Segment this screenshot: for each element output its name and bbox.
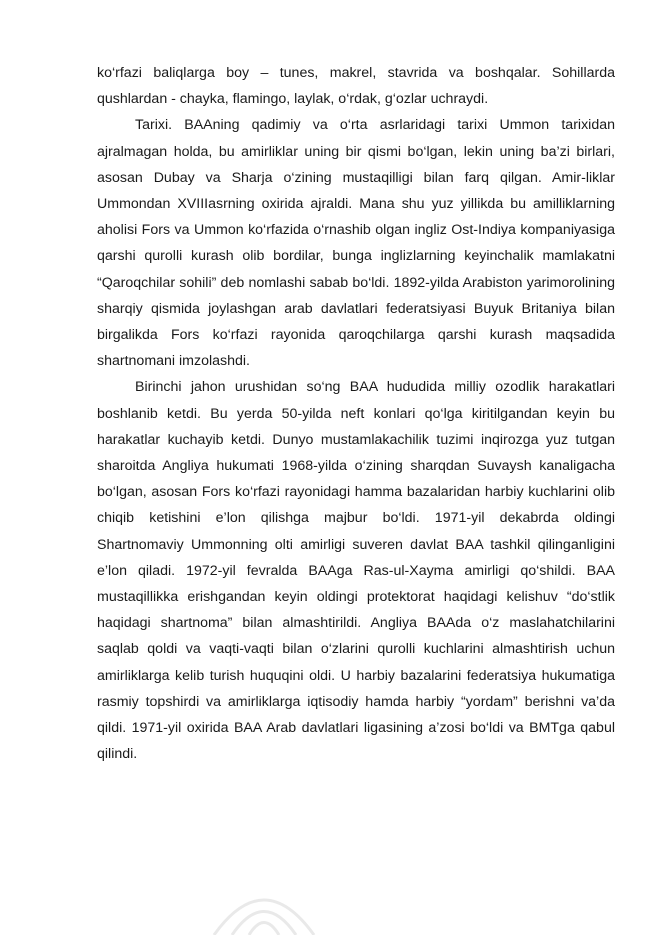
- text-column: [97, 60, 615, 767]
- paragraph-history-body: BAAning qadimiy va o‘rta asrlaridagi tarixi Ummon tarixidan ajralmagan holda, bu amirliklar uning bir qismi bo‘lgan, lekin uning ba’zi birlari, asosan Dubay va Sharja o‘zining mustaqilligi bilan farq qilgan. Amir-liklar Ummondan XVIIIasrning oxirida ajraldi. Mana shu yuz yillikda bu amilliklarning aholisi Fors va Ummon ko‘rfazida o‘rnashib olgan ingliz Ost-Indiya kompaniyasiga qarshi qurolli kurash olib bordilar, bunga inglizlarning keyinchalik mamlakatni “Qaroqchilar sohili” deb nomlashi sabab bo‘ldi. 1892-yilda Arabiston yarimorolining sharqiy qismida joylashgan arab davlatlari federatsiyasi Buyuk Britaniya bilan birgalikda Fors ko‘rfazi rayonida qaroqchilarga qarshi kurash maqsadida shartnomani imzolashdi.: [97, 117, 615, 370]
- paragraph-independence: Birinchi jahon urushidan so‘ng BAA hududida milliy ozodlik harakatlari boshlanib ketdi. Bu yerda 50-yilda neft konlari qo‘lga kiritilgandan keyin bu harakatlar kuchayib ketdi. Dunyo mustamlakachilik tuzimi inqirozga yuz tutgan sharoitda Angliya hukumati 1968-yilda o‘zining sharqdan Suvaysh kanaligacha bo‘lgan, asosan Fors ko‘rfazi rayonidagi hamma bazalaridan harbiy kuchlarini olib chiqib ketishini e’lon qilishga majbur bo‘ldi. 1971-yil dekabrda oldingi Shartnomaviy Ummonning olti amirligi suveren davlat BAA tashkil qilinganligini e’lon qiladi. 1972-yil fevralda BAAga Ras-ul-Xayma amirligi qo‘shildi. BAA mustaqillikka erishgandan keyin oldingi protektorat haqidagi kelishuv “do‘stlik haqidagi shartnoma” bilan almashtirildi. Angliya BAAda o‘z maslahatchilarini saqlab qoldi va vaqti-vaqti bilan o‘zlarini qurolli kuchlarini almashtirish uchun amirliklarga kelib turish huquqini oldi. U harbiy bazalarini federatsiya hukumatiga rasmiy topshirdi va amirliklarga iqtisodiy hamda harbiy “yordam” berishni va’da qildi. 1971-yil oxirida BAA Arab davlatlari ligasining a’zosi bo‘ldi va BMTga qabul qilindi.: [97, 379, 615, 763]
- paragraph-fauna: ko‘rfazi baliqlarga boy – tunes, makrel, stavrida va boshqalar. Sohillarda qushlardan - chayka, flamingo, laylak, o‘rdak, g‘ozlar uchraydi.: [97, 65, 615, 108]
- section-heading-history: Tarixi.: [135, 117, 173, 134]
- logo-watermark-icon: [204, 870, 324, 935]
- paragraph-history: [97, 112, 615, 374]
